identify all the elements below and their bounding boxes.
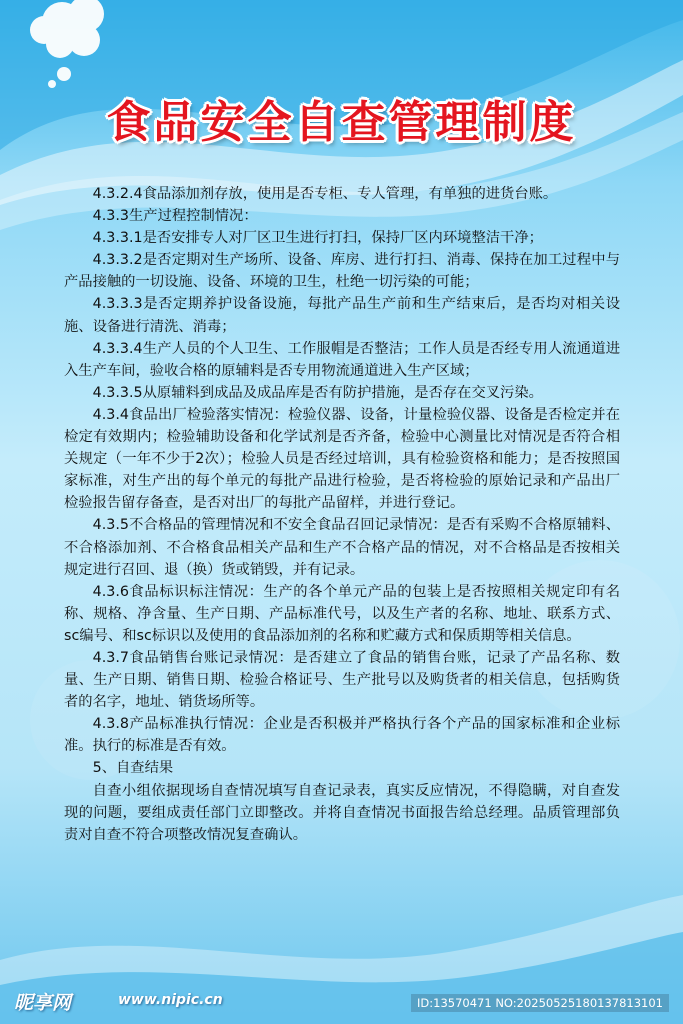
paragraph: 4.3.7食品销售台账记录情况：是否建立了食品的销售台账，记录了产品名称、数量、生产日期、销售日期、检验合格证号、生产批号以及购货者的相关信息，包括购货者的名字，地址、销货场所等。	[64, 649, 620, 711]
paragraph: 4.3.4食品出厂检验落实情况：检验仪器、设备，计量检验仪器、设备是否检定并在检定有效期内；检验辅助设备和化学试剂是否齐备，检验中心测量比对情况是否符合相关规定（一年不少于2次）；检验人员是否经过培训，具有检验资格和能力；是否按照国家标准，对生产出的每个单元的每批产品进行检验，是否将检验的原始记录和产品出厂检验报告留存备查，是否对出厂的每批产品留样，并进行登记。	[64, 406, 620, 512]
paragraph: 4.3.3.4生产人员的个人卫生、工作服帽是否整洁；工作人员是否经专用人流通道进入生产车间，验收合格的原辅料是否专用物流通道进入生产区域；	[64, 340, 620, 379]
document-body	[64, 183, 620, 846]
paragraph: 4.3.5不合格品的管理情况和不安全食品召回记录情况：是否有采购不合格原辅料、不合格添加剂、不合格食品相关产品和生产不合格产品的情况，对不合格品是否按相关规定进行召回、退（换）货或销毁，并有记录。	[64, 517, 620, 578]
paragraph: 4.3.3生产过程控制情况：	[92, 208, 258, 225]
section-heading: 5、自查结果	[92, 760, 174, 777]
paragraph: 4.3.6食品标识标注情况：生产的各个单元产品的包装上是否按照相关规定印有名称、规格、净含量、生产日期、产品标准代号，以及生产者的名称、地址、联系方式、sc编号、和sc标识以及使用的食品添加剂的名称和贮藏方式和保质期等相关信息。	[64, 583, 620, 644]
watermark-id: ID:13570471 NO:20250525180137813101	[411, 994, 669, 1012]
paragraph: 自查小组依据现场自查情况填写自查记录表，真实反应情况，不得隐瞒，对自查发现的问题，要组成责任部门立即整改。并将自查情况书面报告给总经理。品质管理部负责对自查不符合项整改情况复查确认。	[64, 782, 620, 843]
paragraph: 4.3.2.4食品添加剂存放，使用是否专柜、专人管理，有单独的进货台账。	[92, 186, 558, 202]
paragraph: 4.3.3.5从原辅料到成品及成品库是否有防护措施，是否存在交叉污染。	[92, 384, 543, 401]
watermark-url: www.nipic.cn	[118, 992, 223, 1008]
paragraph: 4.3.8产品标准执行情况：企业是否积极并严格执行各个产品的国家标准和企业标准。执行的标准是否有效。	[64, 716, 620, 755]
paragraph: 4.3.3.1是否安排专人对厂区卫生进行打扫，保持厂区内环境整洁干净；	[92, 230, 543, 247]
page-title: 食品安全自查管理制度	[106, 97, 577, 148]
watermark-logo: 昵享网	[14, 992, 72, 1014]
paragraph: 4.3.3.2是否定期对生产场所、设备、库房、进行打扫、消毒、保持在加工过程中与产品接触的一切设施、设备、环境的卫生，杜绝一切污染的可能；	[64, 252, 620, 291]
paragraph: 4.3.3.3是否定期养护设备设施，每批产品生产前和生产结束后，是否均对相关设施、设备进行清洗、消毒；	[64, 296, 620, 335]
